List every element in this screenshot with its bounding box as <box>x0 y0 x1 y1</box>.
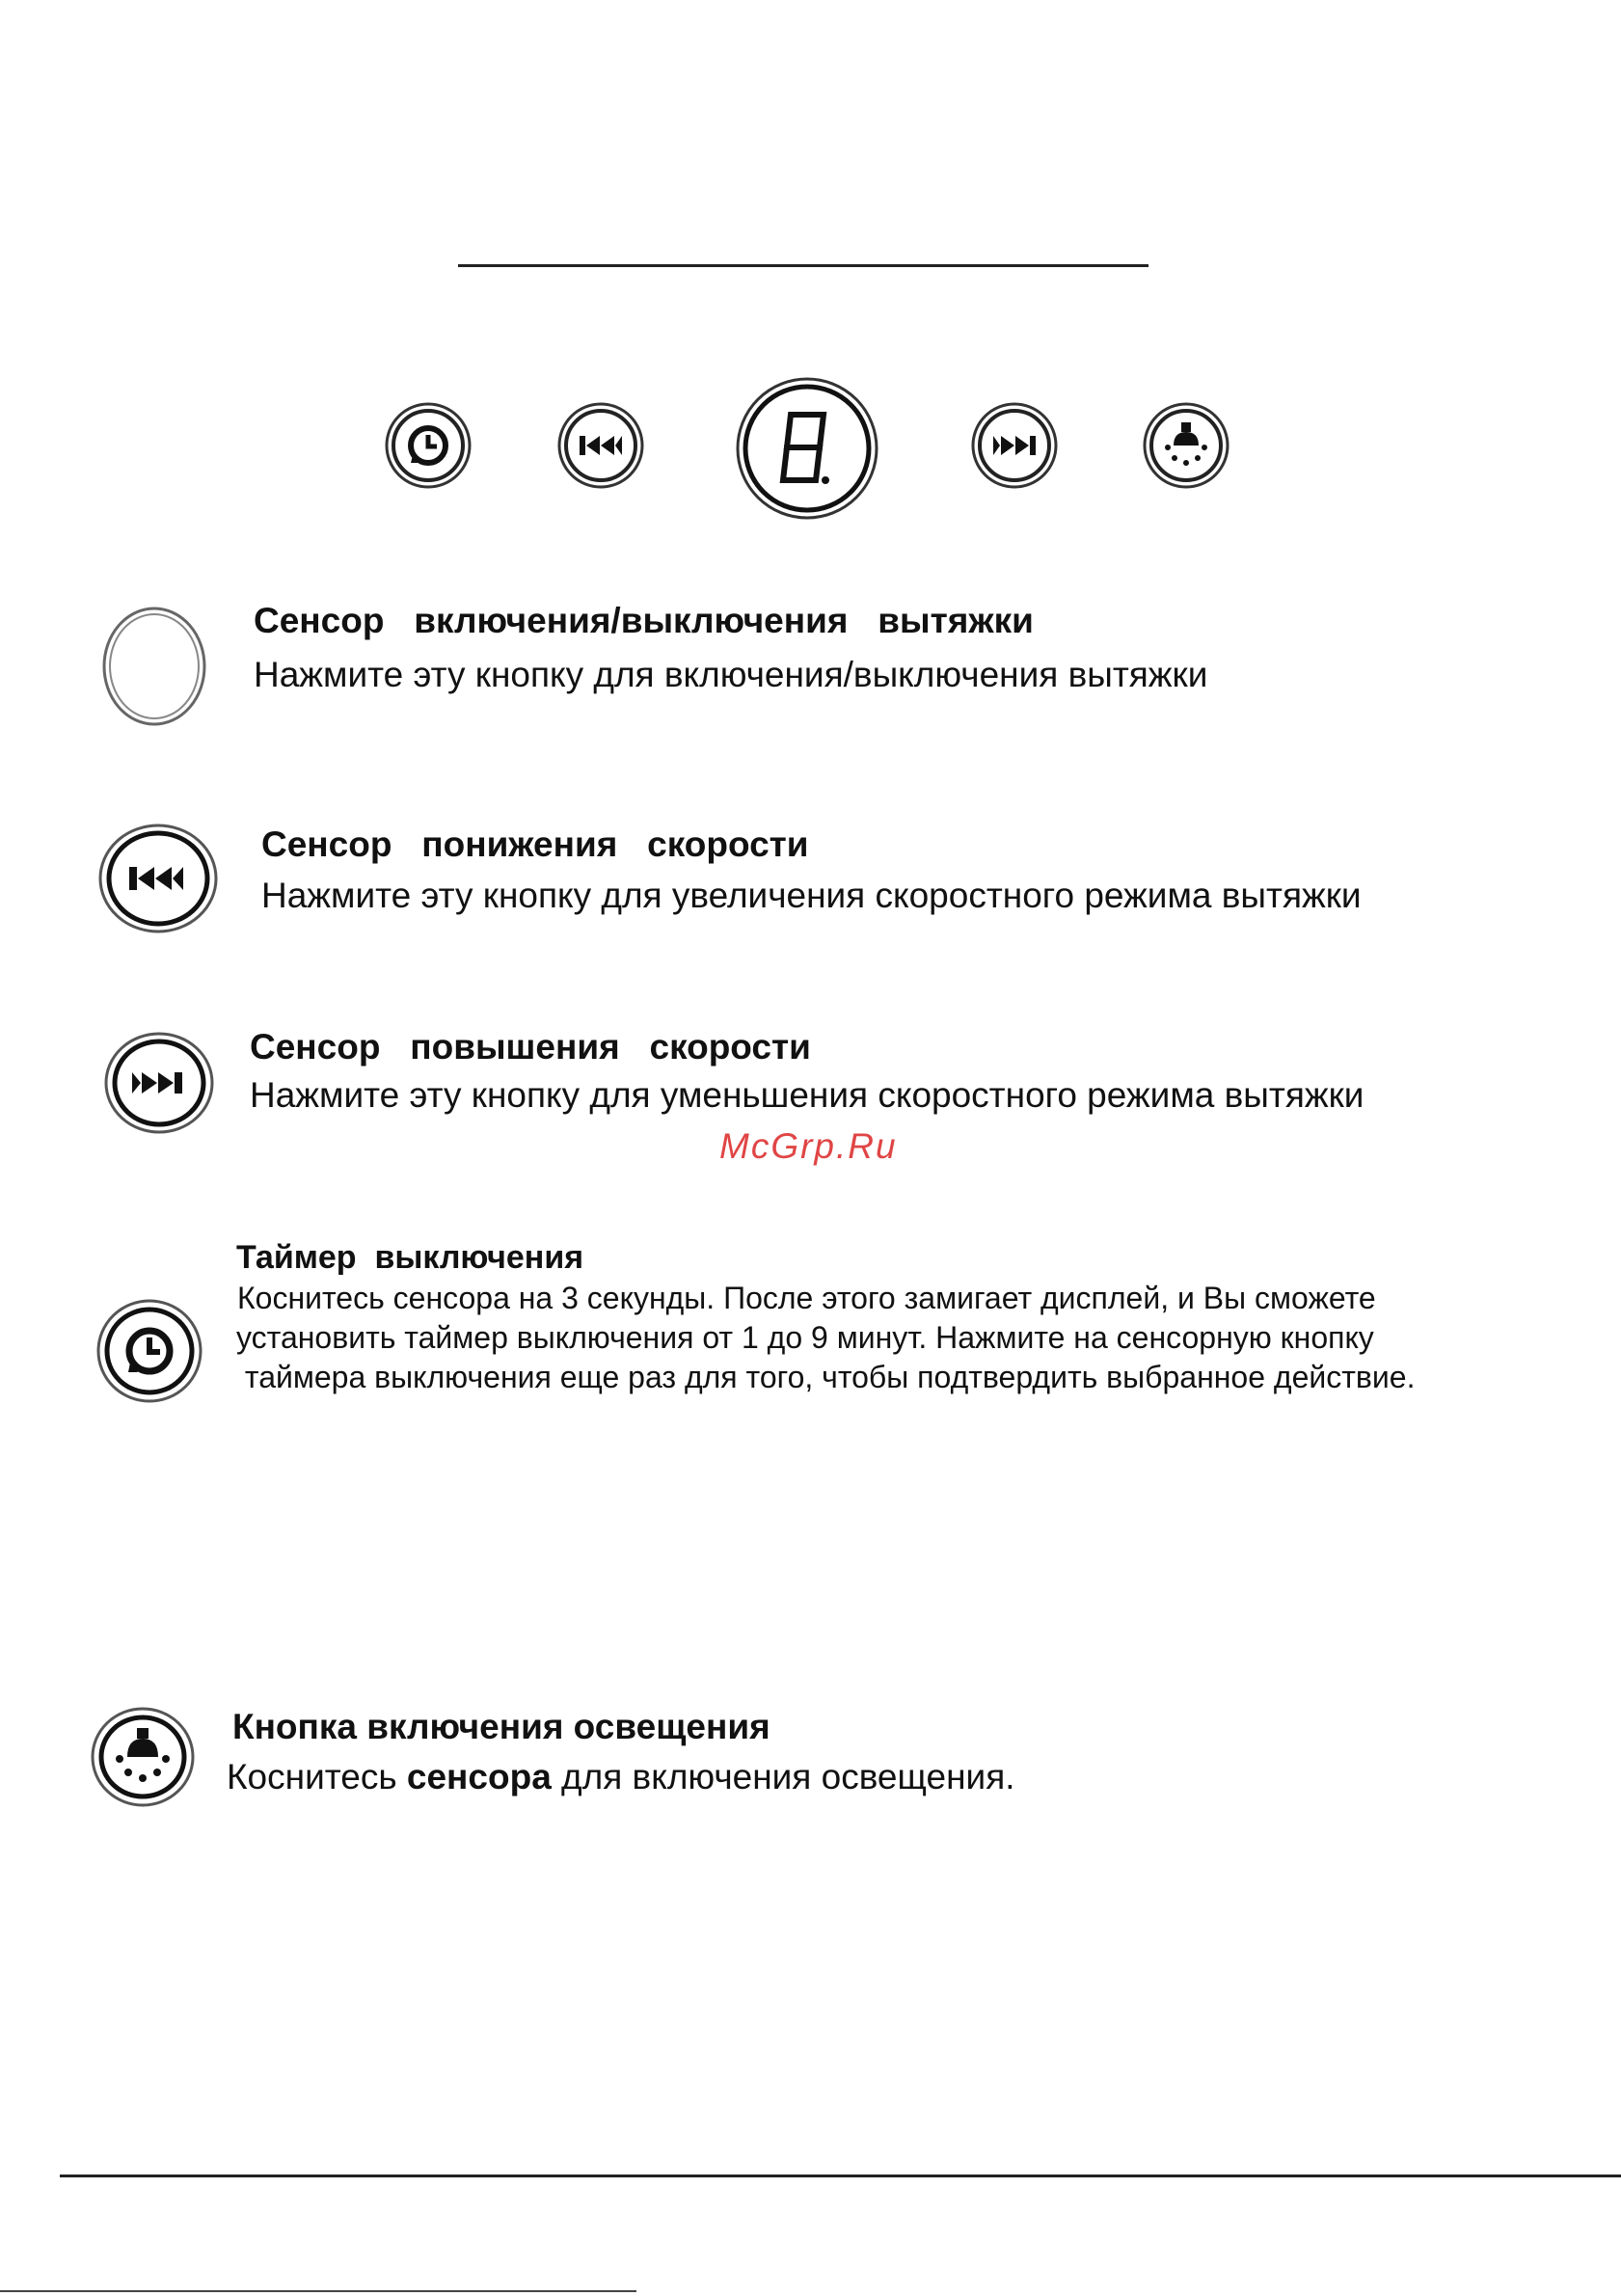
item-title: Таймер выключения <box>236 1239 584 1276</box>
light-sensor-icon <box>89 1705 197 1809</box>
timer-icon <box>384 401 473 490</box>
speed-up-sensor-icon <box>102 1030 216 1136</box>
power-display <box>735 376 879 521</box>
panel-light-button[interactable] <box>1142 401 1230 490</box>
item-description: Нажмите эту кнопку для увеличения скоростного режима вытяжки <box>261 876 1362 915</box>
item-title: Сенсор включения/выключения вытяжки <box>254 601 1034 640</box>
item-title: Сенсор понижения скорости <box>261 824 809 864</box>
item-description-line: Коснитесь сенсора на 3 секунды. После этого замигает дисплей, и Вы сможете <box>237 1281 1376 1315</box>
timer-sensor-icon <box>95 1297 204 1405</box>
bottom-rule <box>60 2174 1621 2177</box>
light-icon <box>1142 401 1230 490</box>
item-description-line: таймера выключения еще раз для того, чтобы подтвердить выбранное действие. <box>236 1360 1416 1394</box>
item-description-post: для включения освещения. <box>551 1757 1015 1796</box>
bottom-rule-secondary <box>0 2290 636 2292</box>
item-description-pre: Коснитесь <box>227 1757 407 1796</box>
power-sensor-icon <box>100 606 208 727</box>
item-description: Нажмите эту кнопку для включения/выключения вытяжки <box>254 655 1208 694</box>
item-description-bold: сенсора <box>406 1757 552 1796</box>
watermark: McGrp.Ru <box>719 1126 898 1166</box>
item-title: Сенсор повышения скорости <box>250 1027 811 1067</box>
speed-up-icon <box>970 401 1059 490</box>
item-description: Нажмите эту кнопку для уменьшения скоростного режима вытяжки <box>250 1075 1364 1115</box>
panel-speed-up-button[interactable] <box>970 401 1059 490</box>
speed-down-sensor-icon <box>96 822 220 935</box>
panel-speed-down-button[interactable] <box>556 401 645 490</box>
top-rule <box>458 264 1148 267</box>
item-description-line: установить таймер выключения от 1 до 9 минут. Нажмите на сенсорную кнопку <box>236 1320 1374 1355</box>
speed-down-icon <box>556 401 645 490</box>
panel-power-display[interactable] <box>735 376 879 521</box>
item-title: Кнопка включения освещения <box>232 1707 770 1746</box>
panel-timer-button[interactable] <box>384 401 473 490</box>
item-description <box>227 1757 1015 1798</box>
